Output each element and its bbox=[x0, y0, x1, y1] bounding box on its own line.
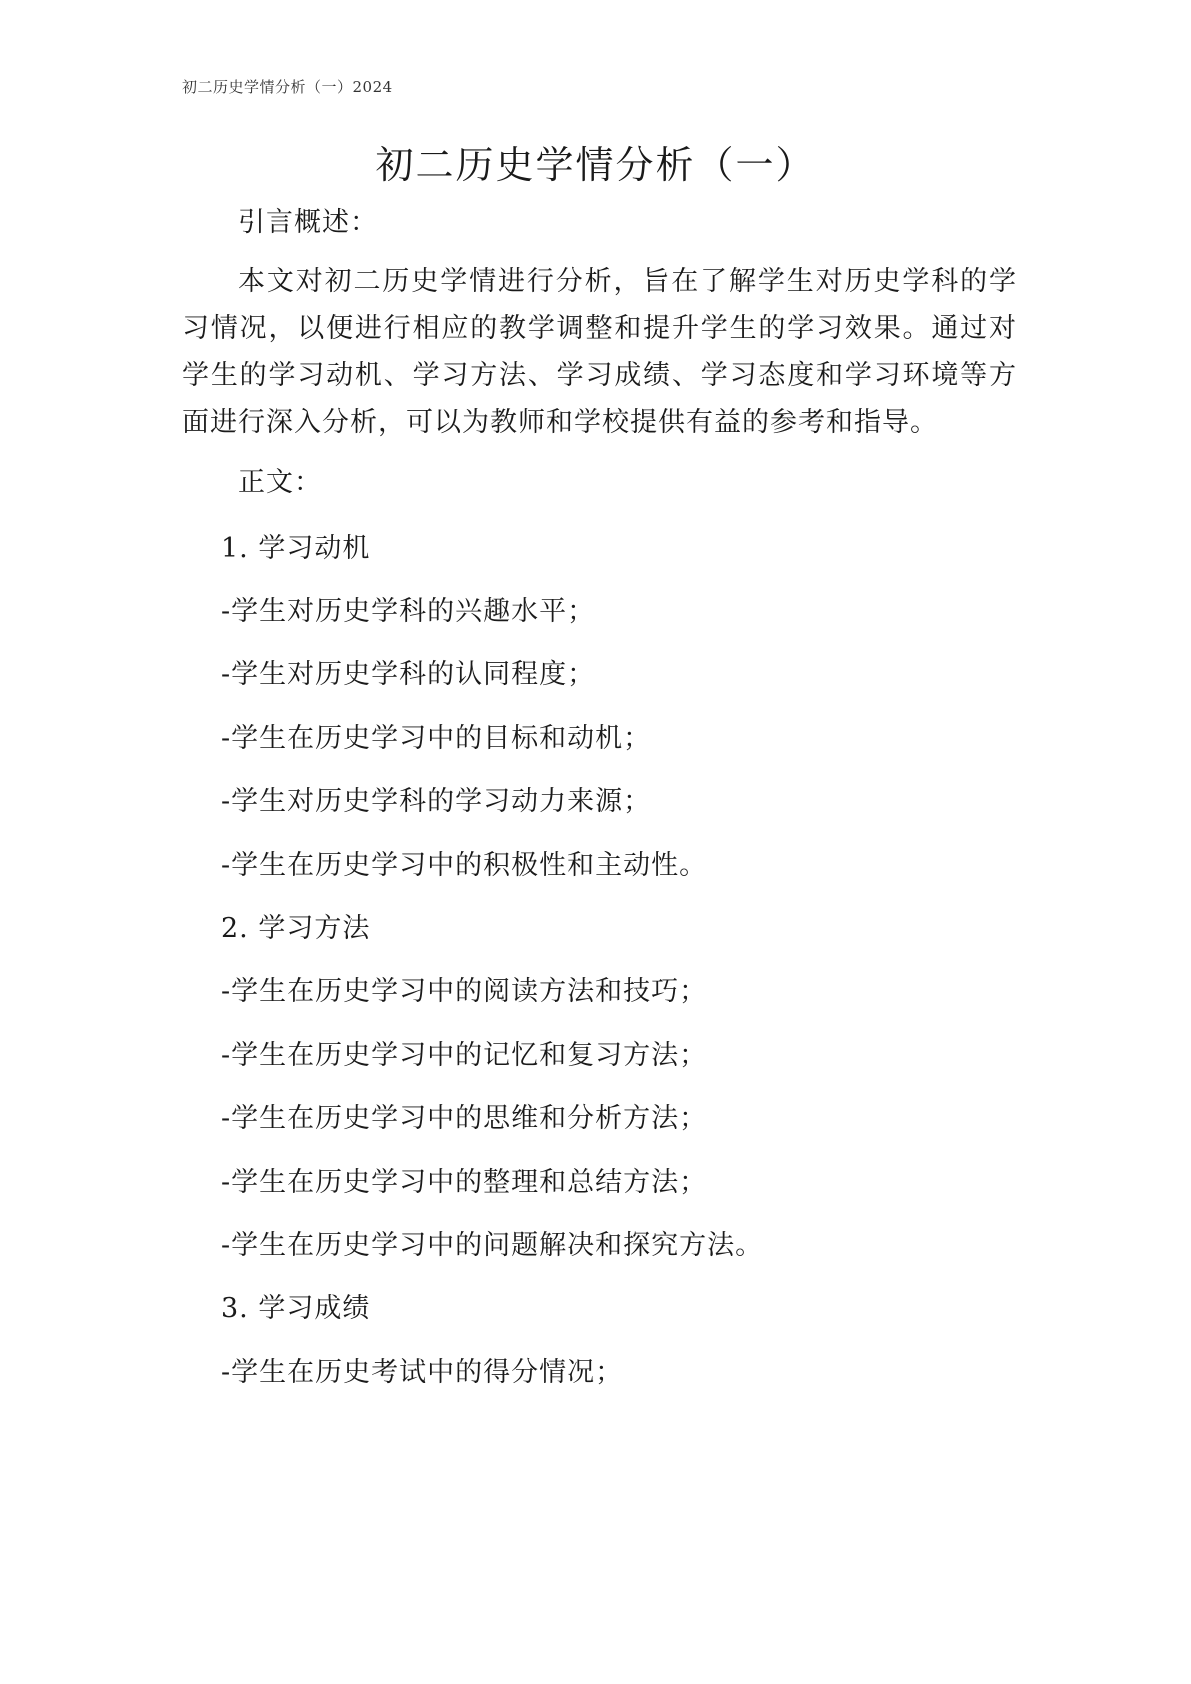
body-heading: 正文： bbox=[238, 467, 322, 498]
list-item: -学生在历史学习中的记忆和复习方法； bbox=[221, 1040, 708, 1071]
section-heading: 1. 学习动机 bbox=[221, 533, 371, 564]
running-header: 初二历史学情分析（一）2024 bbox=[182, 78, 393, 96]
list-item: -学生在历史学习中的阅读方法和技巧； bbox=[221, 976, 708, 1007]
list-item: -学生对历史学科的认同程度； bbox=[221, 659, 596, 690]
list-item: -学生在历史学习中的目标和动机； bbox=[221, 723, 652, 754]
list-item: -学生对历史学科的学习动力来源； bbox=[221, 786, 652, 817]
list-item: -学生在历史学习中的积极性和主动性。 bbox=[221, 850, 708, 881]
list-item: -学生在历史学习中的问题解决和探究方法。 bbox=[221, 1230, 764, 1261]
document-title: 初二历史学情分析（一） bbox=[375, 143, 816, 187]
section-heading: 3. 学习成绩 bbox=[221, 1293, 371, 1324]
list-item: -学生对历史学科的兴趣水平； bbox=[221, 596, 596, 627]
intro-paragraph: 本文对初二历史学情进行分析，旨在了解学生对历史学科的学习情况，以便进行相应的教学调整和提升学生的学习效果。通过对学生的学习动机、学习方法、学习成绩、学习态度和学习环境等方面进行深入分析，可以为教师和学校提供有益的参考和指导。 bbox=[182, 266, 1017, 438]
list-item: -学生在历史学习中的思维和分析方法； bbox=[221, 1103, 708, 1134]
list-item: -学生在历史学习中的整理和总结方法； bbox=[221, 1167, 708, 1198]
section-heading: 2. 学习方法 bbox=[221, 913, 371, 944]
list-item: -学生在历史考试中的得分情况； bbox=[221, 1357, 624, 1388]
intro-heading: 引言概述： bbox=[238, 207, 378, 238]
